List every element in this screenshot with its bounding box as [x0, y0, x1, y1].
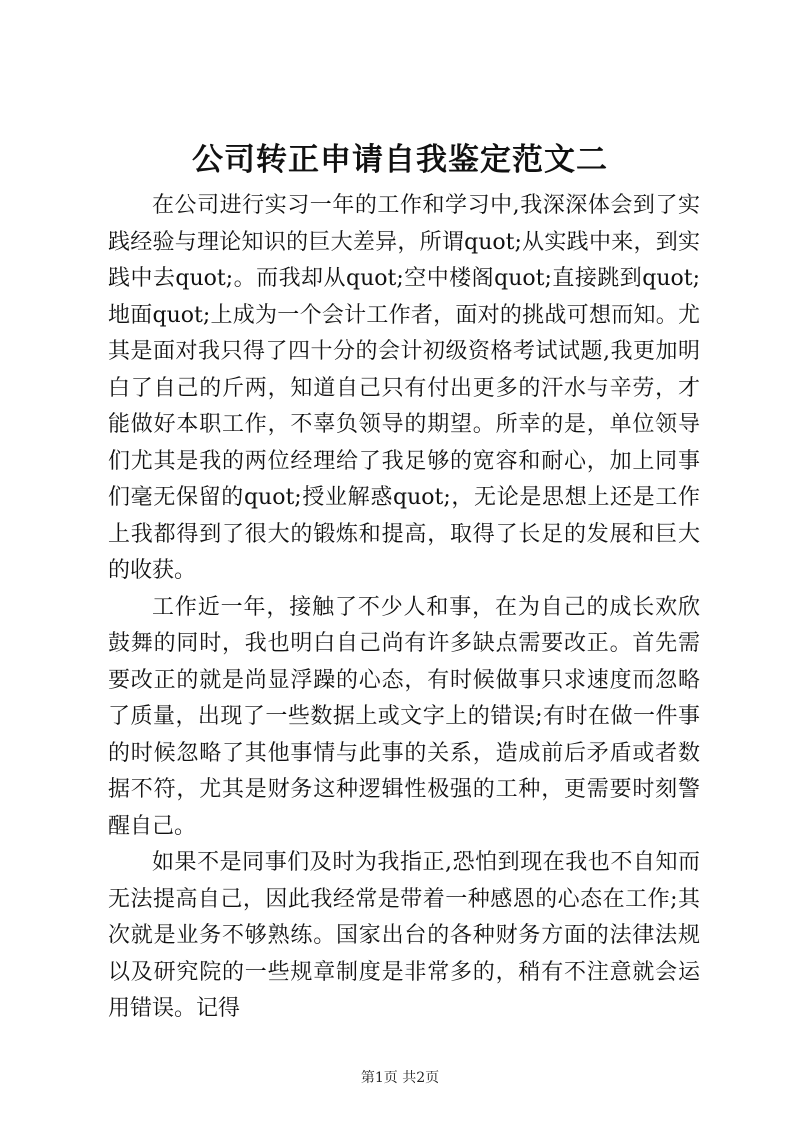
paragraph-2: 工作近一年，接触了不少人和事，在为自己的成长欢欣鼓舞的同时，我也明白自己尚有许多缺点需要改正。首先需要改正的就是尚显浮躁的心态，有时候做事只求速度而忽略了质量，出现了一些数据上或文字上的错误;有时在做一件事的时候忽略了其他事情与此事的关系，造成前后矛盾或者数据不符，尤其是财务这种逻辑性极强的工种，更需要时刻警醒自己。 — [108, 594, 700, 839]
paragraph-3: 如果不是同事们及时为我指正,恐怕到现在我也不自知而无法提高自己，因此我经常是带着一种感恩的心态在工作;其次就是业务不够熟练。国家出台的各种财务方面的法律法规以及研究院的一些规章制度是非常多的，稍有不注意就会运用错误。记得 — [108, 850, 700, 1021]
paragraph-1: 在公司进行实习一年的工作和学习中,我深深体会到了实践经验与理论知识的巨大差异，所谓quot;从实践中来，到实践中去quot;。而我却从quot;空中楼阁quot;直接跳到quot;地面quot;上成为一个会计工作者，面对的挑战可想而知。尤其是面对我只得了四十分的会计初级资格考试试题,我更加明白了自己的斤两，知道自己只有付出更多的汗水与辛劳，才能做好本职工作，不辜负领导的期望。所幸的是，单位领导们尤其是我的两位经理给了我足够的宽容和耐心，加上同事们毫无保留的quot;授业解惑quot;，无论是思想上还是工作上我都得到了很大的锻炼和提高，取得了长足的发展和巨大的收获。 — [108, 193, 700, 583]
document-body — [108, 188, 700, 1028]
document-title: 公司转正申请自我鉴定范文二 — [192, 142, 608, 178]
page-number-footer: 第1页 共2页 — [360, 1070, 440, 1086]
